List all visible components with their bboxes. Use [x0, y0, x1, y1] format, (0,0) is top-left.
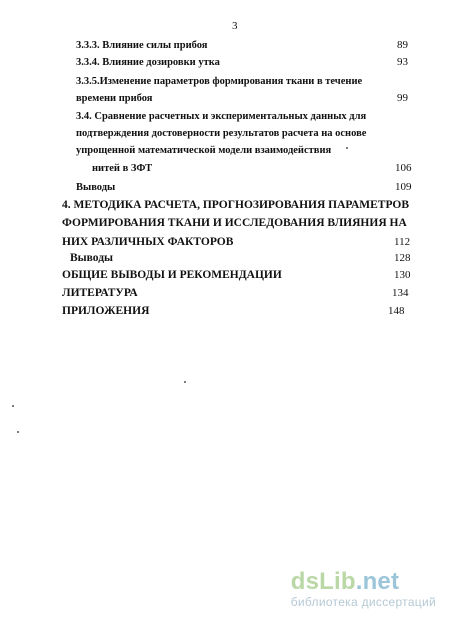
toc-entry-page: 106	[395, 162, 412, 174]
toc-entry-text: ЛИТЕРАТУРА	[62, 287, 138, 299]
toc-entry-text: ПРИЛОЖЕНИЯ	[62, 305, 150, 317]
scan-speck	[346, 147, 348, 149]
page-number: 3	[232, 20, 238, 32]
watermark	[291, 569, 436, 609]
toc-entry-text: нитей в ЗФТ	[92, 163, 153, 174]
toc-entry-text: Выводы	[70, 252, 113, 264]
toc-entry-text: упрощенной математической модели взаимодействия	[76, 145, 332, 156]
scan-speck	[12, 405, 14, 407]
watermark-subtitle: библиотека диссертаций	[290, 595, 436, 609]
toc-entry-text: НИХ РАЗЛИЧНЫХ ФАКТОРОВ	[62, 236, 234, 248]
toc-entry-page: 130	[394, 269, 411, 281]
toc-entry-text: 3.3.4. Влияние дозировки утка	[76, 57, 220, 68]
toc-entry-text: ОБЩИЕ ВЫВОДЫ И РЕКОМЕНДАЦИИ	[62, 269, 282, 281]
watermark-brand-main: dsLib	[290, 568, 356, 595]
toc-entry-text: подтверждения достоверности результатов расчета на основе	[76, 128, 367, 139]
watermark-brand	[291, 569, 436, 595]
toc-entry-page: 109	[395, 181, 412, 193]
watermark-brand-suffix: .net	[355, 568, 400, 595]
toc-entry-text: ФОРМИРОВАНИЯ ТКАНИ И ИССЛЕДОВАНИЯ ВЛИЯНИЯ НА	[62, 217, 407, 229]
toc-entry-text: 3.3.3. Влияние силы прибоя	[76, 40, 208, 51]
toc-entry-text: Выводы	[76, 182, 116, 193]
toc-entry-page: 134	[392, 287, 409, 299]
toc-entry-text: 3.4. Сравнение расчетных и экспериментальных данных для	[76, 111, 367, 122]
toc-entry-text: 3.3.5.Изменение параметров формирования ткани в течение	[76, 76, 363, 87]
scan-speck	[184, 381, 186, 383]
toc-entry-page: 93	[397, 56, 408, 68]
toc-entry-page: 128	[394, 252, 411, 264]
scan-speck	[17, 431, 19, 433]
toc-entry-page: 89	[397, 39, 408, 51]
toc-entry-text: времени прибоя	[76, 93, 153, 104]
toc-entry-page: 148	[388, 305, 405, 317]
toc-entry-page: 99	[397, 92, 408, 104]
toc-entry-text: 4. МЕТОДИКА РАСЧЕТА, ПРОГНОЗИРОВАНИЯ ПАРАМЕТРОВ	[62, 199, 410, 211]
toc-entry-page: 112	[394, 236, 411, 248]
